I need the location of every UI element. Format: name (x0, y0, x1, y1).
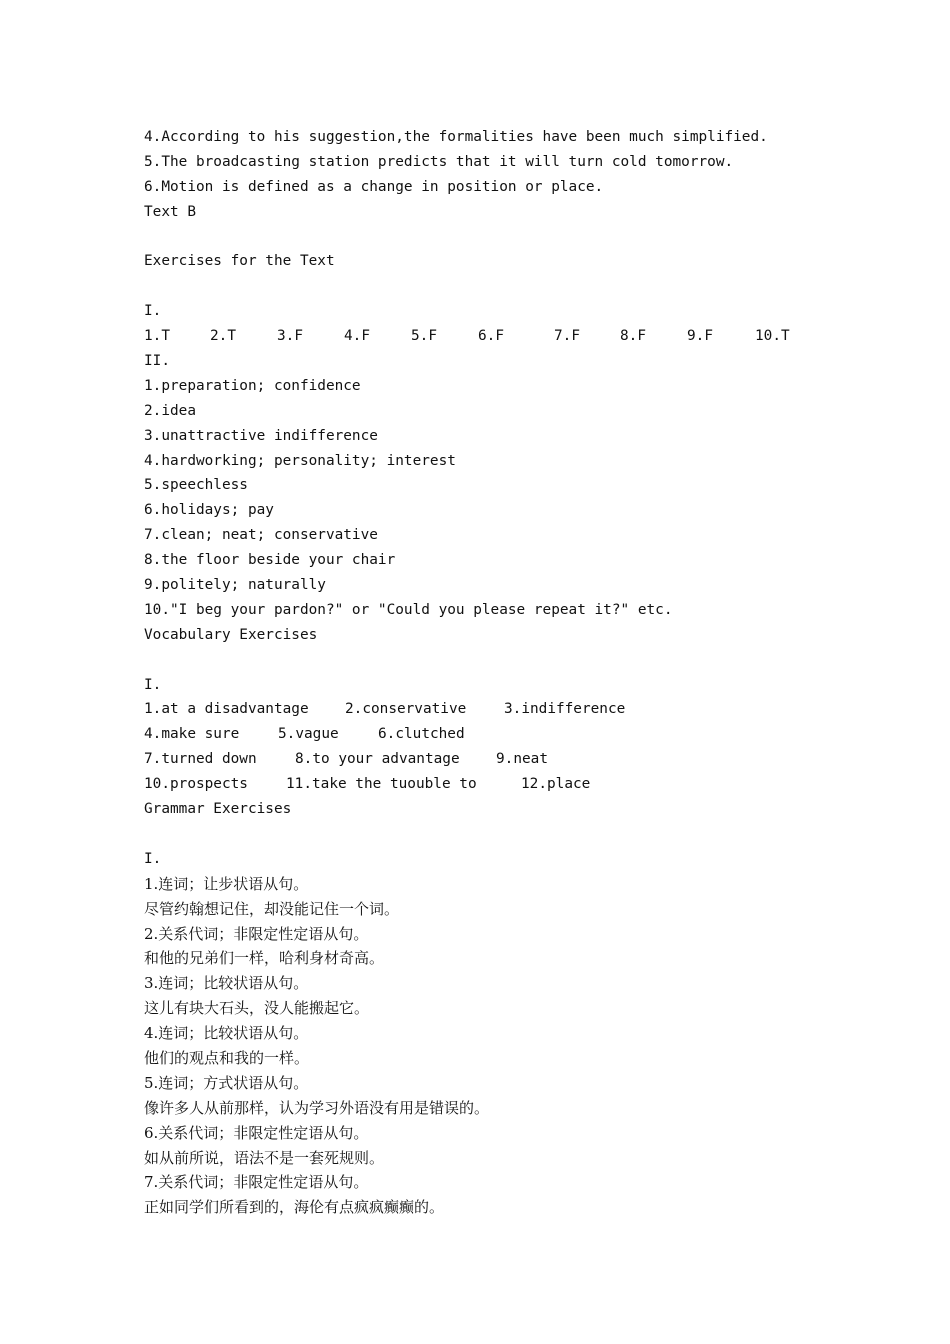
vocabulary-section-label: I. (144, 676, 162, 693)
fill-answer-line: 5.speechless (144, 477, 248, 494)
grammar-translation-line: 尽管约翰想记住，却没能记住一个词。 (144, 899, 400, 918)
vocab-answer: 2.conservative (345, 701, 467, 718)
fill-answer-line: 3.unattractive indifference (144, 427, 378, 444)
fill-answer-line: 10."I beg your pardon?" or "Could you please repeat it?" etc. (144, 601, 673, 618)
blank-line (144, 225, 904, 250)
vocabulary-answers-row (144, 697, 904, 722)
vocab-answer: 4.make sure (144, 726, 240, 743)
fill-answer-line: 1.preparation; confidence (144, 377, 361, 394)
grammar-answer-line: 4.连词；比较状语从句。 (144, 1024, 309, 1043)
blank-line (144, 274, 904, 299)
grammar-translation-line: 像许多人从前那样，认为学习外语没有用是错误的。 (144, 1098, 490, 1117)
vocab-answer: 12.place (521, 776, 591, 793)
blank-line (144, 648, 904, 673)
grammar-translation-line: 正如同学们所看到的，海伦有点疯疯癫癫的。 (144, 1198, 445, 1217)
vocab-answer: 8.to your advantage (295, 751, 460, 768)
fill-answer-line: 9.politely; naturally (144, 577, 326, 594)
text-b-heading: Text B (144, 203, 196, 220)
true-false-answers-row (144, 324, 904, 349)
sentence-line: 6.Motion is defined as a change in position or place. (144, 178, 604, 195)
vocab-answer: 3.indifference (504, 701, 626, 718)
tf-answer: 4.F (344, 328, 370, 345)
section-one-label: I. (144, 303, 162, 320)
tf-answer: 5.F (411, 328, 437, 345)
section-two-label: II. (144, 353, 170, 370)
sentence-line: 4.According to his suggestion,the formalities have been much simplified. (144, 129, 768, 145)
grammar-answer-line: 7.关系代词；非限定性定语从句。 (144, 1173, 369, 1192)
vocab-answer: 7.turned down (144, 751, 257, 768)
fill-answer-line: 7.clean; neat; conservative (144, 527, 378, 544)
tf-answer: 3.F (277, 328, 303, 345)
vocab-answer: 6.clutched (378, 726, 465, 743)
grammar-answer-line: 5.连词；方式状语从句。 (144, 1073, 309, 1092)
fill-answer-line: 6.holidays; pay (144, 502, 274, 519)
blank-line (144, 822, 904, 847)
fill-answer-line: 2.idea (144, 402, 196, 419)
tf-answer: 7.F (554, 328, 580, 345)
fill-answer-line: 8.the floor beside your chair (144, 552, 396, 569)
vocab-answer: 10.prospects (144, 776, 248, 793)
grammar-translation-line: 这儿有块大石头，没人能搬起它。 (144, 999, 370, 1018)
exercises-heading: Exercises for the Text (144, 253, 335, 270)
vocabulary-heading: Vocabulary Exercises (144, 626, 318, 643)
answer-key-page (144, 125, 904, 1220)
tf-answer: 10.T (755, 328, 790, 345)
tf-answer: 8.F (620, 328, 646, 345)
grammar-heading: Grammar Exercises (144, 801, 292, 818)
vocabulary-answers-row (144, 747, 904, 772)
grammar-answer-line: 1.连词；让步状语从句。 (144, 874, 309, 893)
grammar-answer-line: 6.关系代词；非限定性定语从句。 (144, 1123, 369, 1142)
vocab-answer: 11.take the tuouble to (286, 776, 477, 793)
vocabulary-answers-row (144, 722, 904, 747)
fill-answer-line: 4.hardworking; personality; interest (144, 452, 456, 469)
vocab-answer: 5.vague (278, 726, 339, 743)
vocab-answer: 1.at a disadvantage (144, 701, 309, 718)
grammar-answer-line: 2.关系代词；非限定性定语从句。 (144, 924, 369, 943)
tf-answer: 2.T (210, 328, 236, 345)
sentence-line: 5.The broadcasting station predicts that it will turn cold tomorrow. (144, 153, 734, 170)
grammar-translation-line: 和他的兄弟们一样，哈利身材奇高。 (144, 949, 385, 968)
vocabulary-answers-row (144, 772, 904, 797)
grammar-translation-line: 如从前所说，语法不是一套死规则。 (144, 1148, 385, 1167)
grammar-answer-line: 3.连词；比较状语从句。 (144, 974, 309, 993)
grammar-translation-line: 他们的观点和我的一样。 (144, 1048, 310, 1067)
grammar-section-label: I. (144, 850, 162, 867)
tf-answer: 6.F (478, 328, 504, 345)
tf-answer: 9.F (687, 328, 713, 345)
vocab-answer: 9.neat (496, 751, 548, 768)
tf-answer: 1.T (144, 328, 170, 345)
